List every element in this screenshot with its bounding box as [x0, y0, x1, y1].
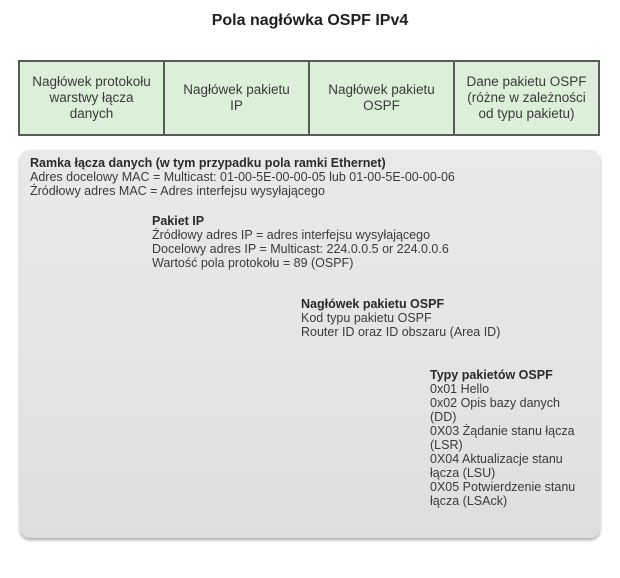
- field-ospf-data: Dane pakietu OSPF (różne w zależności od typu pakietu): [453, 62, 598, 134]
- packet-type-line: (LSR): [430, 438, 463, 452]
- ip-line: Docelowy adres IP = Multicast: 224.0.0.5 or 224.0.0.6: [152, 242, 449, 256]
- ospf-header-heading: Nagłówek pakietu OSPF: [301, 297, 445, 311]
- ospf-header-fields-row: [18, 60, 600, 136]
- ospf-header-line: Kod typu pakietu OSPF: [301, 311, 432, 325]
- packet-type-line: (DD): [430, 410, 457, 424]
- frame-line: Źródłowy adres MAC = Adres interfejsu wysyłającego: [30, 184, 325, 198]
- ip-line: Źródłowy adres IP = adres interfejsu wysyłającego: [152, 228, 431, 242]
- packet-type-line: 0X04 Aktualizacje stanu: [430, 452, 563, 466]
- field-data-link-header: Nagłówek protokołu warstwy łącza danych: [32, 74, 151, 121]
- frame-line: Adres docelowy MAC = Multicast: 01-00-5E-00-00-05 lub 01-00-5E-00-00-06: [30, 170, 455, 184]
- ip-packet-block: [152, 214, 449, 270]
- packet-type-line: 0X03 Żądanie stanu łącza: [430, 424, 575, 438]
- frame-heading: Ramka łącza danych (w tym przypadku pola ramki Ethernet): [30, 156, 386, 170]
- packet-types-heading: Typy pakietów OSPF: [430, 368, 553, 382]
- packet-type-line: łącza (LSU): [430, 466, 496, 480]
- field-ospf-header: Nagłówek pakietu OSPF: [308, 62, 453, 134]
- field-ip-header: Nagłówek pakietu IP: [163, 62, 308, 134]
- packet-type-line: 0x01 Hello: [430, 382, 490, 396]
- ospf-header-block: [301, 297, 500, 339]
- packet-type-line: 0x02 Opis bazy danych: [430, 396, 560, 410]
- diagram-title: Pola nagłówka OSPF IPv4: [211, 12, 409, 29]
- ip-line: Wartość pola protokołu = 89 (OSPF): [152, 256, 354, 270]
- frame-block: [30, 156, 455, 198]
- ip-heading: Pakiet IP: [152, 214, 205, 228]
- packet-type-line: łącza (LSAck): [430, 494, 508, 508]
- ospf-header-line: Router ID oraz ID obszaru (Area ID): [301, 325, 501, 339]
- packet-type-line: 0X05 Potwierdzenie stanu: [430, 480, 576, 494]
- packet-types-block: [430, 368, 575, 508]
